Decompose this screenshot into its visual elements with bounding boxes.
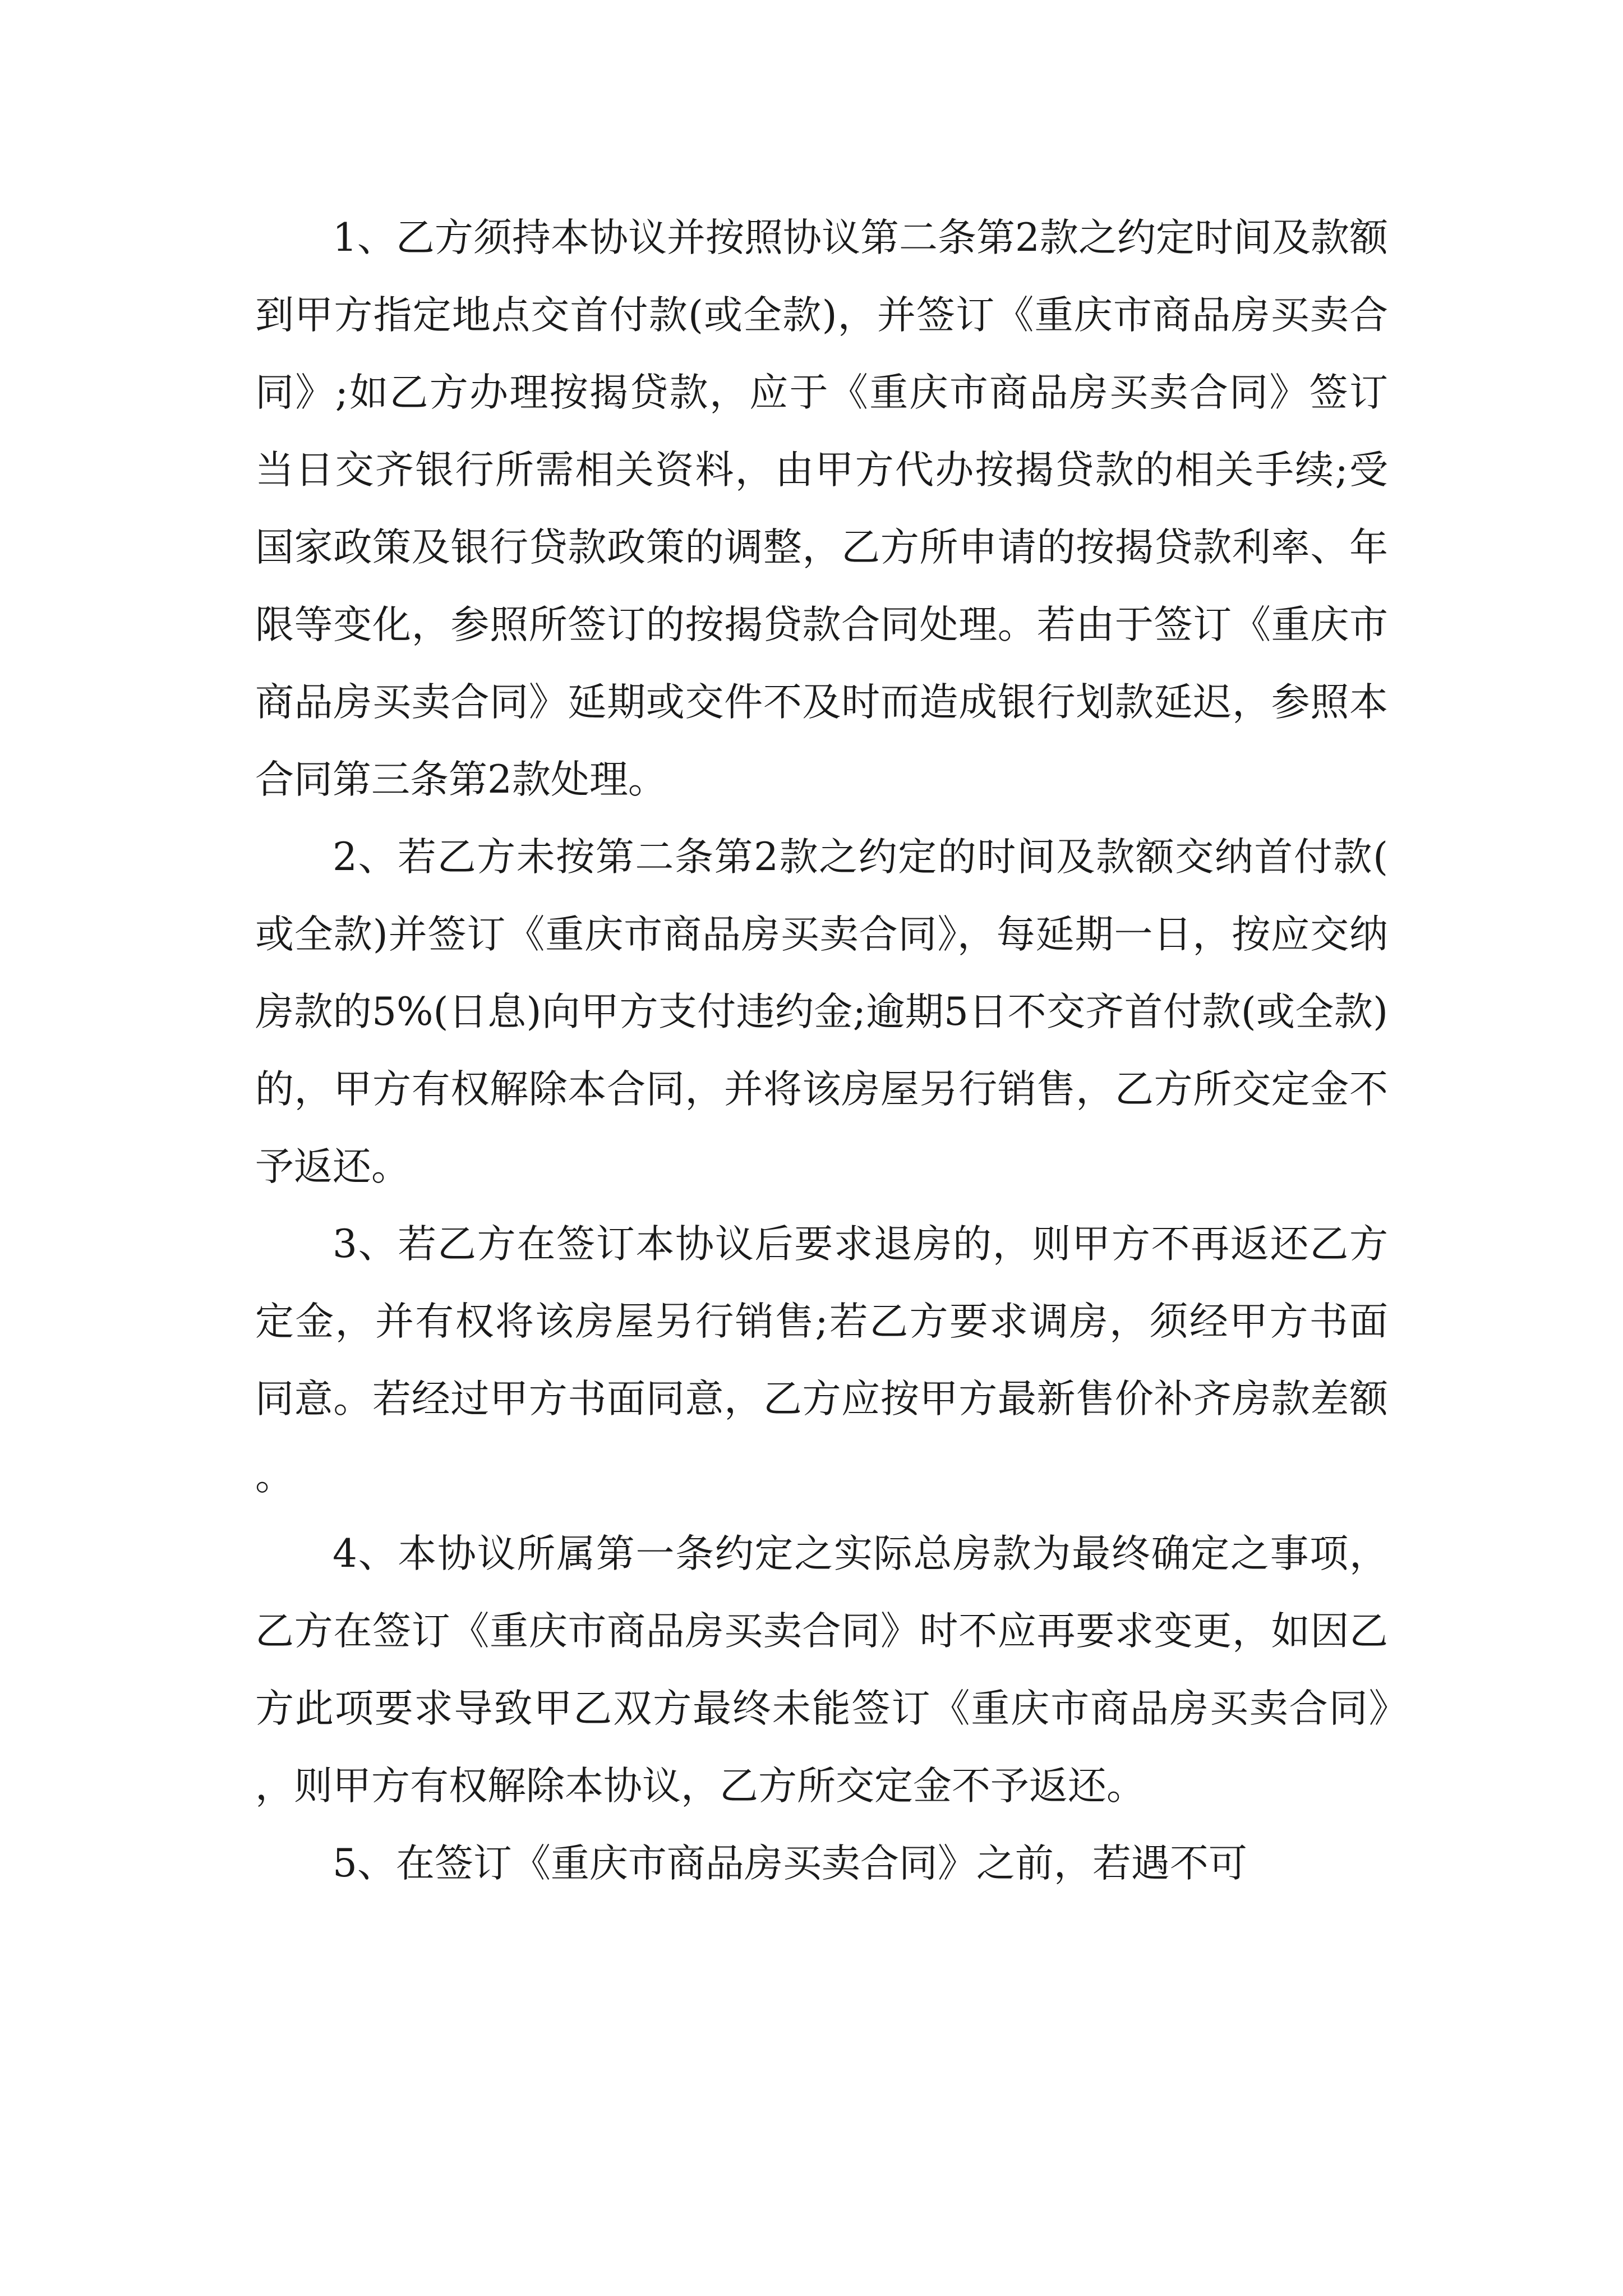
paragraph-3: 3、若乙方在签订本协议后要求退房的，则甲方不再返还乙方定金，并有权将该房屋另行销售;若乙方要求调房，须经甲方书面同意。若经过甲方书面同意，乙方应按甲方最新售价补齐房款差额。 xyxy=(255,1222,1388,1499)
paragraph-1: 1、乙方须持本协议并按照协议第二条第2款之约定时间及款额到甲方指定地点交首付款(或全款)，并签订《重庆市商品房买卖合同》;如乙方办理按揭贷款，应于《重庆市商品房买卖合同》签订当日交齐银行所需相关资料，由甲方代办按揭贷款的相关手续;受国家政策及银行贷款政策的调整，乙方所申请的按揭贷款利率、年限等变化，参照所签订的按揭贷款合同处理。若由于签订《重庆市商品房买卖合同》延期或交件不及时而造成银行划款延迟，参照本合同第三条第2款处理。 xyxy=(255,215,1388,802)
document-body xyxy=(255,199,1388,1902)
paragraph-4: 4、本协议所属第一条约定之实际总房款为最终确定之事项，乙方在签订《重庆市商品房买卖合同》时不应再要求变更，如因乙方此项要求导致甲乙双方最终未能签订《重庆市商品房买卖合同》，则甲方有权解除本协议，乙方所交定金不予返还。 xyxy=(255,1531,1388,1809)
paragraph-5: 5、在签订《重庆市商品房买卖合同》之前，若遇不可 xyxy=(333,1841,1247,1886)
paragraph-2: 2、若乙方未按第二条第2款之约定的时间及款额交纳首付款(或全款)并签订《重庆市商品房买卖合同》，每延期一日，按应交纳房款的5%(日息)向甲方支付违约金;逾期5日不交齐首付款(或全款)的，甲方有权解除本合同，并将该房屋另行销售，乙方所交定金不予返还。 xyxy=(255,835,1388,1189)
